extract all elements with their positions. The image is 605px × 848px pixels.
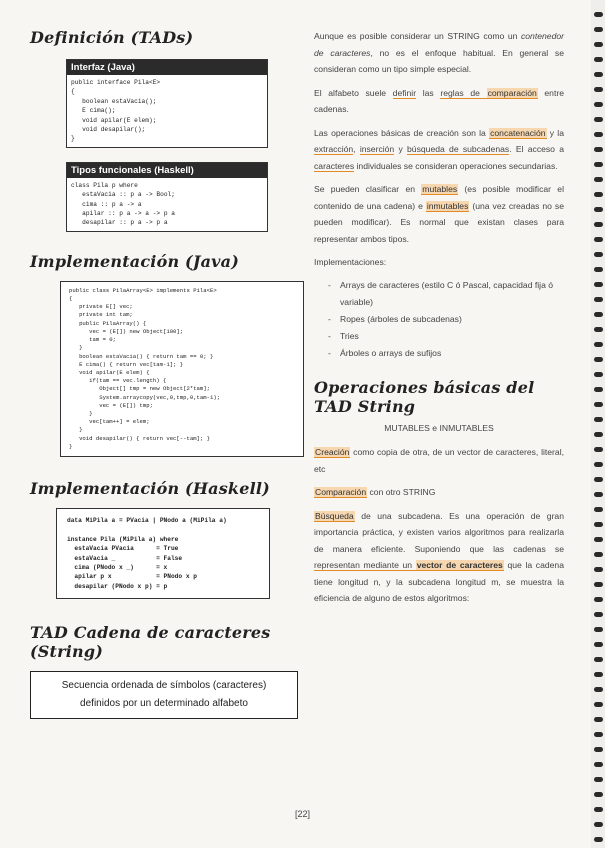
underlined-text: representan mediante un xyxy=(314,560,416,570)
underlined-text: caracteres xyxy=(314,160,355,171)
highlight-inmutables: inmutables xyxy=(426,200,469,211)
text: y xyxy=(394,144,408,154)
spiral-ring xyxy=(594,222,603,227)
spiral-ring xyxy=(594,27,603,32)
spiral-ring xyxy=(594,582,603,587)
spiral-ring xyxy=(594,822,603,827)
spiral-ring xyxy=(594,792,603,797)
text: , no es el enfoque habitual. En general se consideran como un tipo simple especial. xyxy=(314,47,564,74)
text: y la xyxy=(546,127,564,138)
heading-tad-string: TAD Cadena de caracteres (String) xyxy=(30,623,271,662)
spiral-ring xyxy=(594,57,603,62)
spiral-ring xyxy=(594,687,603,692)
spiral-ring xyxy=(594,102,603,107)
highlight-concatenacion: concatenación xyxy=(490,127,546,138)
spiral-ring xyxy=(594,357,603,362)
text: . El acceso a xyxy=(509,144,564,154)
right-column xyxy=(314,28,564,614)
spiral-ring xyxy=(594,627,603,632)
text: (es posible modificar el contenido de una cadena) e xyxy=(314,184,564,211)
op-busqueda xyxy=(314,508,564,607)
haskell-types-box xyxy=(66,162,268,232)
left-column xyxy=(30,28,292,719)
page-number: [22] xyxy=(294,809,310,819)
op-comparacion xyxy=(314,484,564,501)
spiral-ring xyxy=(594,612,603,617)
spiral-ring xyxy=(594,177,603,182)
spiral-ring xyxy=(594,87,603,92)
spiral-ring xyxy=(594,237,603,242)
text: con otro STRING xyxy=(367,487,436,497)
spiral-ring xyxy=(594,657,603,662)
heading-impl-java: Implementación (Java) xyxy=(30,251,239,271)
spiral-ring xyxy=(594,387,603,392)
text: entre cadenas. xyxy=(314,87,564,114)
spiral-ring xyxy=(594,597,603,602)
spiral-ring xyxy=(594,192,603,197)
highlight-creacion: Creación xyxy=(315,447,350,457)
list-item: - Árboles o arrays de sufijos xyxy=(314,345,564,362)
spiral-ring xyxy=(594,42,603,47)
spiral-ring xyxy=(594,432,603,437)
paragraph-mutability xyxy=(314,181,564,247)
spiral-ring xyxy=(594,147,603,152)
highlight-vector: vector de caracteres xyxy=(416,560,503,570)
spiral-ring xyxy=(594,72,603,77)
paragraph-alphabet xyxy=(314,85,564,118)
spiral-ring xyxy=(594,117,603,122)
definition-line-1: Secuencia ordenada de símbolos (caracteres) xyxy=(61,680,267,692)
spiral-ring xyxy=(594,327,603,332)
spiral-ring xyxy=(594,492,603,497)
spiral-ring xyxy=(594,462,603,467)
spiral-ring xyxy=(594,717,603,722)
text: Las operaciones básicas de creación son la xyxy=(314,127,490,138)
spiral-ring xyxy=(594,732,603,737)
text: las xyxy=(416,87,441,98)
spiral-ring xyxy=(594,477,603,482)
paragraph-string-intro xyxy=(314,28,564,78)
heading-impl-haskell: Implementación (Haskell) xyxy=(30,478,270,498)
spiral-ring xyxy=(594,702,603,707)
spiral-ring xyxy=(594,252,603,257)
string-definition-box xyxy=(30,671,298,719)
spiral-ring xyxy=(594,297,603,302)
text: Aunque es posible considerar un STRING como un xyxy=(314,31,521,41)
haskell-types-header: Tipos funcionales (Haskell) xyxy=(67,163,267,178)
heading-definicion: Definición (TADs) xyxy=(30,28,194,47)
text: El alfabeto suele xyxy=(314,87,393,98)
subtitle-mutables: MUTABLES e INMUTABLES xyxy=(384,422,494,433)
spiral-ring xyxy=(594,642,603,647)
spiral-ring xyxy=(594,207,603,212)
java-impl-box xyxy=(60,281,304,457)
spiral-ring xyxy=(594,762,603,767)
underlined-text: extracción xyxy=(314,144,354,154)
spiral-ring xyxy=(594,552,603,557)
list-item: - Ropes (árboles de subcadenas) xyxy=(314,311,564,328)
highlight-mutables: mutables xyxy=(422,184,458,194)
list-item: - Arrays de caracteres (estilo C ó Pascal, capacidad fija ó variable) xyxy=(314,277,564,311)
haskell-types-code: class Pila p where estaVacia :: p a -> Bool; cima :: p a -> a apilar :: p a -> a -> p a desapilar :: p a -> p a xyxy=(71,181,175,227)
spiral-ring xyxy=(594,132,603,137)
highlight-comparacion: comparación xyxy=(487,87,537,98)
text: (una vez creadas no se pueden modificar). Es normal que existan clases para representar ambos tipos. xyxy=(314,200,564,244)
spiral-ring xyxy=(594,417,603,422)
definition-line-2: definidos por un determinado alfabeto xyxy=(80,698,248,710)
heading-operaciones: Operaciones básicas del TAD String xyxy=(314,377,535,416)
text: como copia de otra, de un vector de caracteres, literal, etc xyxy=(314,447,564,474)
op-creacion xyxy=(314,444,564,477)
java-impl-code: public class PilaArray<E> implements Pila<E> { private E[] vec; private int tam; public PilaArray() { vec = (E[]) new Object[100]; tam = 0; } boolean estaVacia() { return tam == 0; } E cima() { return vec[tam-1]; } void apilar(E elem) { if(tam == vec.length) { Object[] tmp = new Object[2*tam]; System.arraycopy(vec,0,tmp,0,tam-1); vec = (E[]) tmp; } vec[tam++] = elem; } void desapilar() { return vec[--tam]; } } xyxy=(69,286,221,450)
implementations-list xyxy=(314,277,564,362)
spiral-ring xyxy=(594,282,603,287)
highlight-comparacion-op: Comparación xyxy=(315,487,367,497)
text: que la cadena tiene longitud n, y la subcadena longitud m, se muestra la eficiencia de alguno de estos algoritmos: xyxy=(314,560,564,603)
list-item: - Tries xyxy=(314,328,564,345)
interfaz-java-header: Interfaz (Java) xyxy=(67,60,267,75)
spiral-ring xyxy=(594,267,603,272)
underlined-text: inserción xyxy=(359,144,395,154)
spiral-ring xyxy=(594,372,603,377)
spiral-ring xyxy=(594,507,603,512)
implementations-label: Implementaciones: xyxy=(314,257,387,267)
text: Se pueden clasificar en xyxy=(314,184,422,194)
spiral-ring xyxy=(594,777,603,782)
spiral-ring xyxy=(594,312,603,317)
underlined-text: reglas de xyxy=(440,87,487,98)
highlight-busqueda: Búsqueda xyxy=(315,510,354,521)
notebook-spiral xyxy=(591,0,605,848)
underlined-text: definir xyxy=(392,87,417,98)
spiral-ring xyxy=(594,747,603,752)
spiral-ring xyxy=(594,402,603,407)
text: de una subcadena. Es una operación de gran importancia práctica, y existen varios algoritmos para realizarla de manera eficiente. Suponiendo que las cadenas se xyxy=(314,510,564,554)
spiral-ring xyxy=(594,672,603,677)
spiral-ring xyxy=(594,522,603,527)
text-italic: contenedor de caracteres xyxy=(314,31,564,58)
spiral-ring xyxy=(594,342,603,347)
underlined-text: búsqueda de subcadenas xyxy=(407,144,510,154)
spiral-ring xyxy=(594,162,603,167)
spiral-ring xyxy=(594,567,603,572)
haskell-impl-code: data MiPila a = PVacia | PNodo a (MiPila a) instance Pila (MiPila a) where estaVacia PVacia = True estaVacia _ = False cima (PNodo x _) = x apilar p x = PNodo x p desapilar (PNodo x p) = p xyxy=(67,516,227,590)
spiral-ring xyxy=(594,537,603,542)
spiral-ring xyxy=(594,807,603,812)
spiral-ring xyxy=(594,12,603,17)
interfaz-java-box xyxy=(66,59,268,148)
paragraph-operations xyxy=(314,125,564,175)
text: , xyxy=(353,144,360,154)
interfaz-java-code: public interface Pila<E> { boolean estaVacia(); E cima(); void apilar(E elem); void desapilar(); } xyxy=(71,79,161,143)
haskell-impl-box xyxy=(56,508,270,599)
text: individuales se consideran operaciones secundarias. xyxy=(354,160,558,171)
spiral-ring xyxy=(594,837,603,842)
spiral-ring xyxy=(594,447,603,452)
